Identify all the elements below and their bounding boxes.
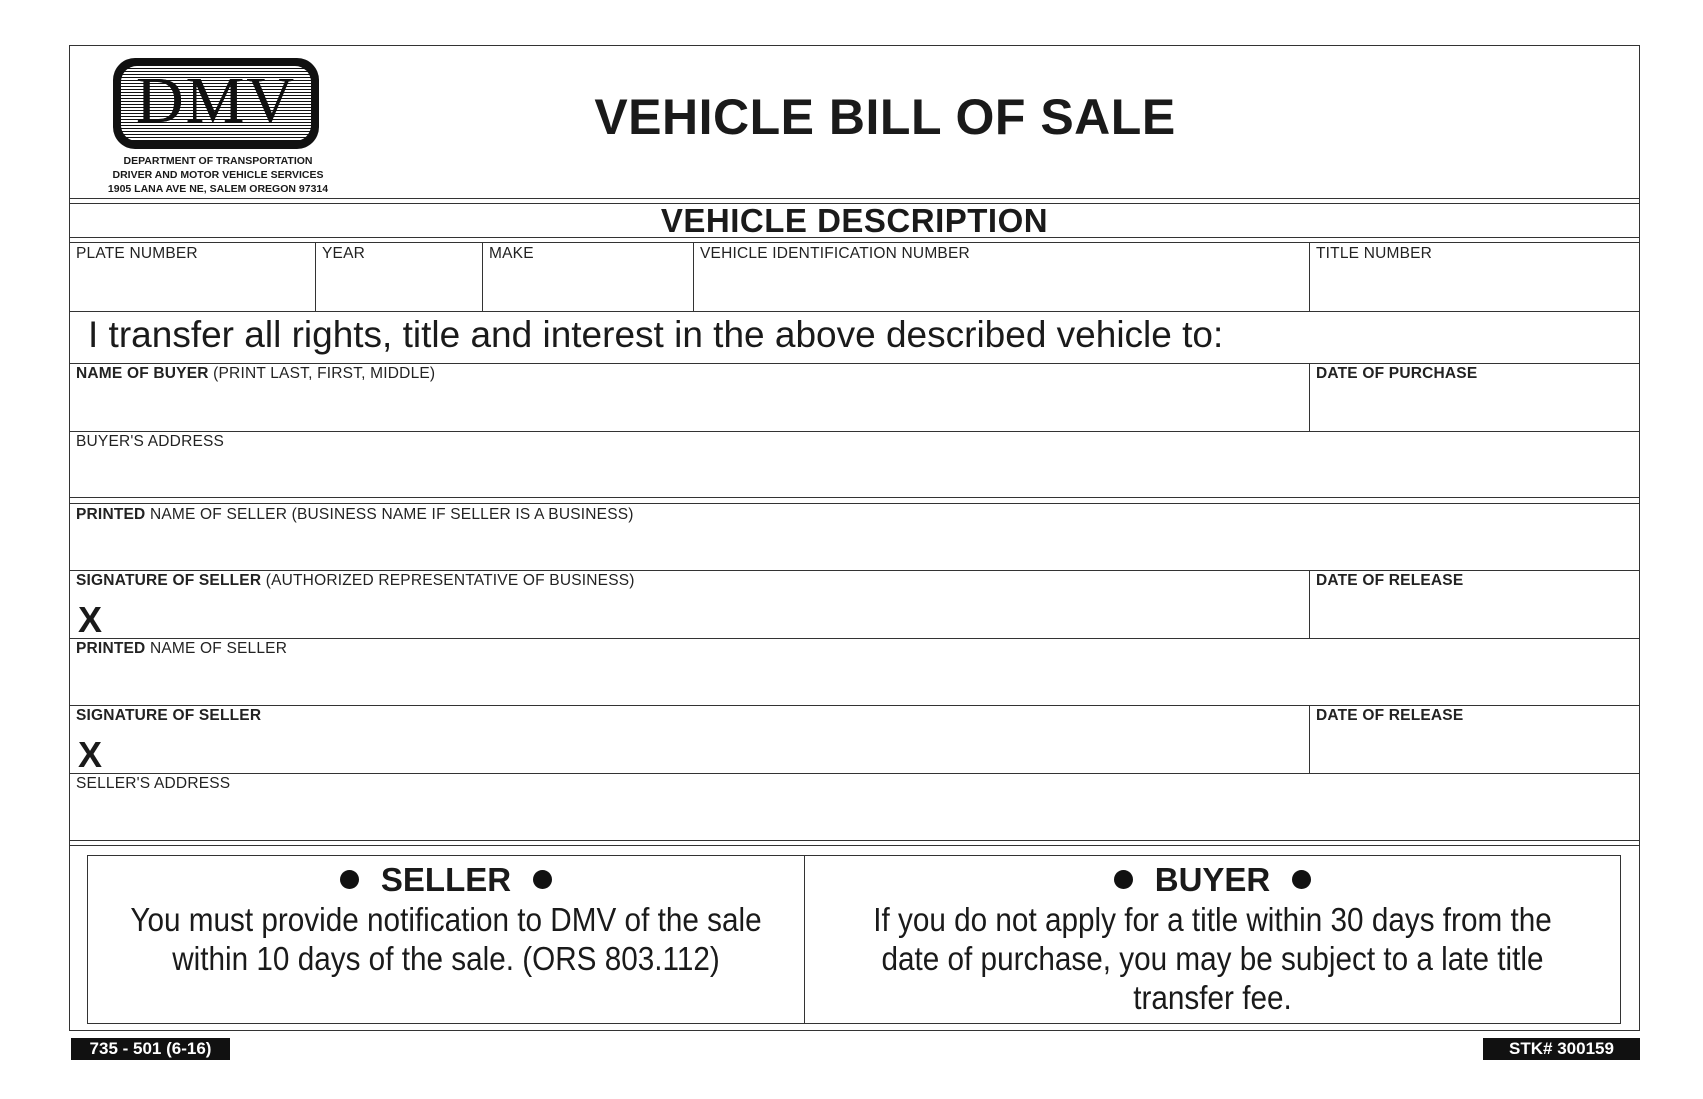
bullet-icon (1114, 870, 1133, 889)
bullet-icon (340, 870, 359, 889)
buyer-notice-body (846, 900, 1580, 1017)
buyer-notice (805, 856, 1620, 1023)
divider (69, 311, 1640, 312)
divider (1309, 243, 1310, 311)
printed-label: PRINTED (76, 506, 146, 523)
divider (69, 773, 1640, 774)
printed-name-hint: NAME OF SELLER (145, 640, 288, 657)
bullet-icon (1292, 870, 1311, 889)
buyer-notice-line: date of purchase, you may be subject to a late title (881, 940, 1544, 977)
stock-number-badge: STK# 300159 (1483, 1038, 1640, 1060)
buyer-heading-text: BUYER (1154, 861, 1271, 898)
seller-2-date-of-release-field[interactable] (1316, 707, 1463, 725)
date-of-purchase-label: DATE OF PURCHASE (1316, 365, 1478, 382)
divider (482, 243, 483, 311)
signature-x-mark: X (78, 734, 103, 775)
buyer-address-field[interactable]: BUYER'S ADDRESS (76, 433, 225, 450)
section-title: VEHICLE DESCRIPTION (660, 202, 1049, 239)
division-name: DRIVER AND MOTOR VEHICLE SERVICES (112, 169, 324, 181)
divider (69, 363, 1640, 364)
buyer-notice-line: transfer fee. (1133, 979, 1292, 1016)
divider (69, 845, 1640, 846)
signature-label: SIGNATURE OF SELLER (76, 572, 262, 589)
date-of-purchase-field[interactable] (1316, 365, 1477, 383)
seller-heading-text: SELLER (380, 861, 512, 898)
seller-notice-line: You must provide notification to DMV of the sale (130, 901, 762, 938)
seller-2-printed-name-field[interactable] (76, 640, 287, 658)
divider (69, 242, 1640, 243)
bullet-icon (533, 870, 552, 889)
divider (1309, 705, 1310, 773)
signature-label: SIGNATURE OF SELLER (76, 707, 262, 724)
seller-1-printed-name-field[interactable] (76, 506, 634, 524)
printed-label: PRINTED (76, 640, 146, 657)
divider (1309, 363, 1310, 431)
notice-box (87, 855, 1621, 1024)
divider (315, 243, 316, 311)
divider (693, 243, 694, 311)
seller-1-date-of-release-field[interactable] (1316, 572, 1463, 590)
signature-x-mark: X (78, 599, 103, 640)
date-of-release-label: DATE OF RELEASE (1316, 572, 1464, 589)
plate-number-field[interactable]: PLATE NUMBER (76, 245, 198, 262)
buyer-notice-heading (805, 860, 1620, 900)
title-number-field[interactable]: TITLE NUMBER (1316, 245, 1433, 262)
form-number-badge: 735 - 501 (6-16) (71, 1038, 230, 1060)
divider (69, 638, 1640, 639)
divider (69, 497, 1640, 498)
page-title: VEHICLE BILL OF SALE (594, 89, 1176, 145)
logo-stripes (121, 66, 311, 141)
vin-field[interactable]: VEHICLE IDENTIFICATION NUMBER (700, 245, 970, 262)
divider (69, 198, 1640, 199)
year-field[interactable]: YEAR (322, 245, 366, 262)
date-of-release-label: DATE OF RELEASE (1316, 707, 1464, 724)
buyer-name-hint: (PRINT LAST, FIRST, MIDDLE) (208, 365, 436, 382)
seller-notice-heading (88, 860, 804, 900)
buyer-name-label: NAME OF BUYER (76, 365, 209, 382)
divider (69, 705, 1640, 706)
logo-text: DMV (135, 66, 296, 137)
seller-2-signature-field[interactable] (76, 707, 261, 725)
seller-notice (88, 856, 804, 1023)
seller-1-signature-field[interactable] (76, 572, 635, 590)
seller-address-field[interactable]: SELLER'S ADDRESS (76, 775, 231, 792)
divider (69, 237, 1640, 238)
transfer-statement: I transfer all rights, title and interest in the above described vehicle to: (88, 314, 1224, 355)
seller-notice-body (124, 900, 768, 978)
seller-notice-line: within 10 days of the sale. (ORS 803.112) (172, 940, 720, 977)
dmv-logo (113, 58, 319, 149)
divider (69, 570, 1640, 571)
buyer-name-field[interactable] (76, 365, 435, 383)
department-address: 1905 LANA AVE NE, SALEM OREGON 97314 (107, 183, 329, 195)
divider (69, 840, 1640, 841)
make-field[interactable]: MAKE (489, 245, 534, 262)
printed-name-hint: NAME OF SELLER (BUSINESS NAME IF SELLER IS A BUSINESS) (145, 506, 634, 523)
department-name: DEPARTMENT OF TRANSPORTATION (123, 155, 313, 167)
signature-hint: (AUTHORIZED REPRESENTATIVE OF BUSINESS) (261, 572, 635, 589)
buyer-notice-line: If you do not apply for a title within 30 days from the (873, 901, 1552, 938)
divider (1309, 570, 1310, 638)
divider (69, 431, 1640, 432)
divider (69, 503, 1640, 504)
